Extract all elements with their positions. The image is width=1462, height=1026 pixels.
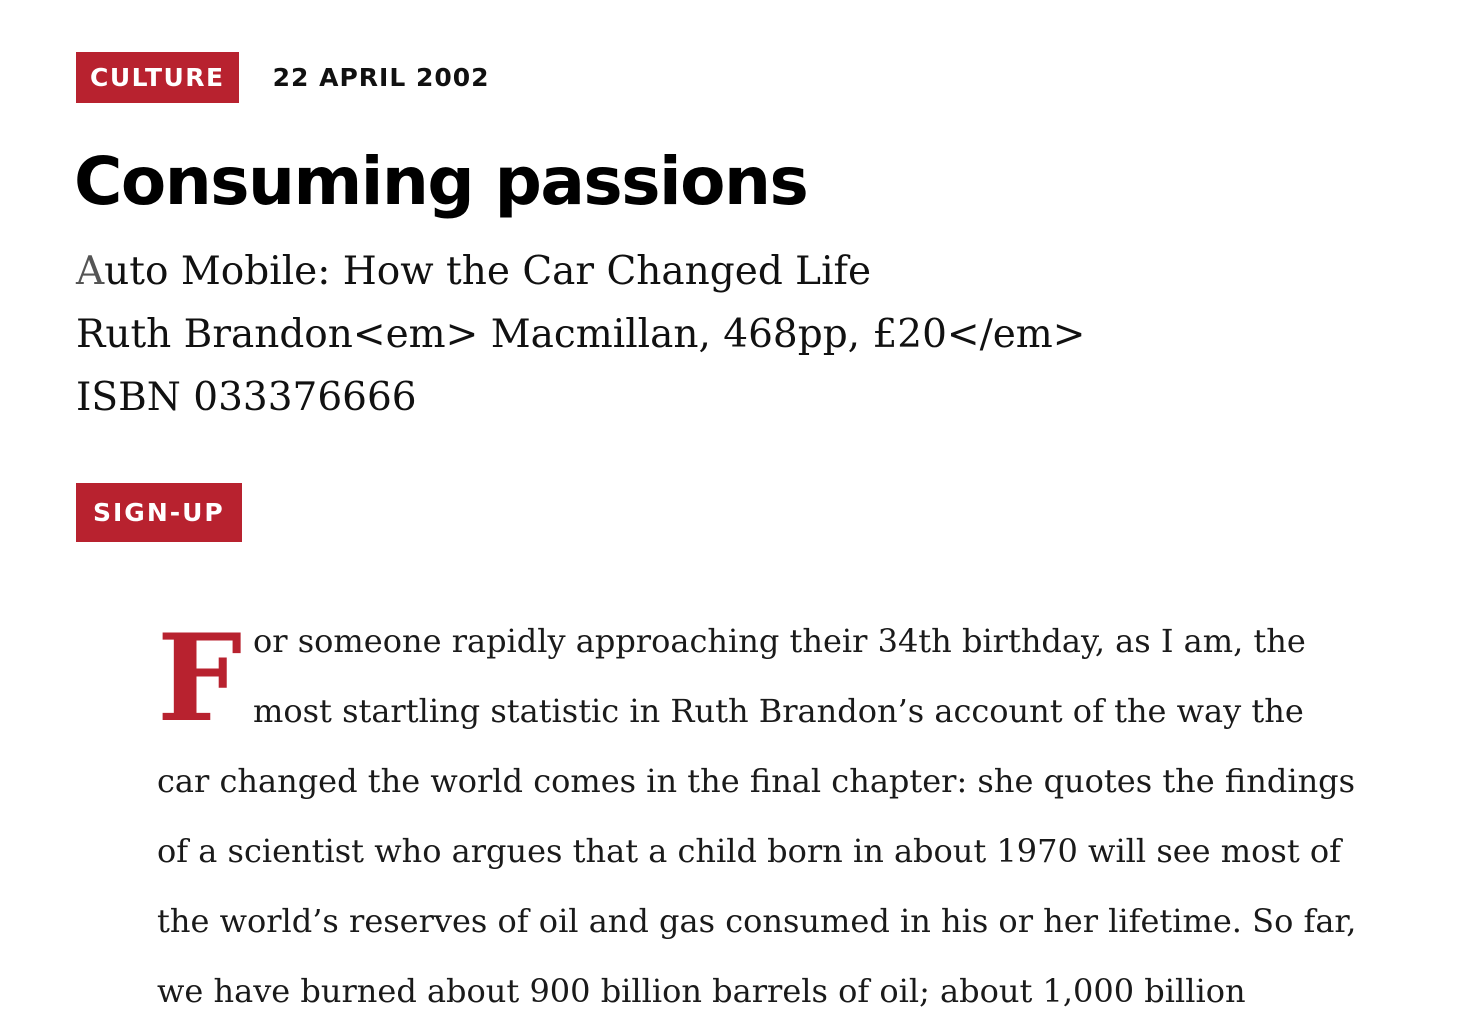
article-title: Consuming passions (74, 143, 808, 220)
publication-date: 22 APRIL 2002 (272, 63, 490, 92)
body-line: of a scientist who argues that a child born in about 1970 will see most of (157, 832, 1341, 870)
book-details (76, 240, 1085, 429)
category-tag[interactable]: CULTURE (76, 52, 239, 103)
drop-cap: F (157, 608, 243, 749)
book-author-publisher: Ruth Brandon<em> Macmillan, 468pp, £20</em> (76, 312, 1086, 357)
book-title-initial: A (76, 249, 105, 294)
book-title-rest: uto Mobile: How the Car Changed Life (104, 249, 872, 294)
body-line: we have burned about 900 billion barrels of oil; about 1,000 billion (157, 972, 1246, 1010)
body-line: the world’s reserves of oil and gas consumed in his or her lifetime. So far, (157, 902, 1357, 940)
body-line: or someone rapidly approaching their 34th birthday, as I am, the (253, 622, 1306, 660)
book-title (76, 240, 1085, 303)
article-body (157, 606, 1427, 1026)
body-line: car changed the world comes in the final chapter: she quotes the findings (157, 762, 1356, 800)
article-meta (76, 52, 490, 103)
sign-up-button[interactable]: SIGN-UP (76, 483, 242, 542)
book-isbn: ISBN 033376666 (76, 375, 417, 420)
body-line: most startling statistic in Ruth Brandon’s account of the way the (253, 692, 1304, 730)
